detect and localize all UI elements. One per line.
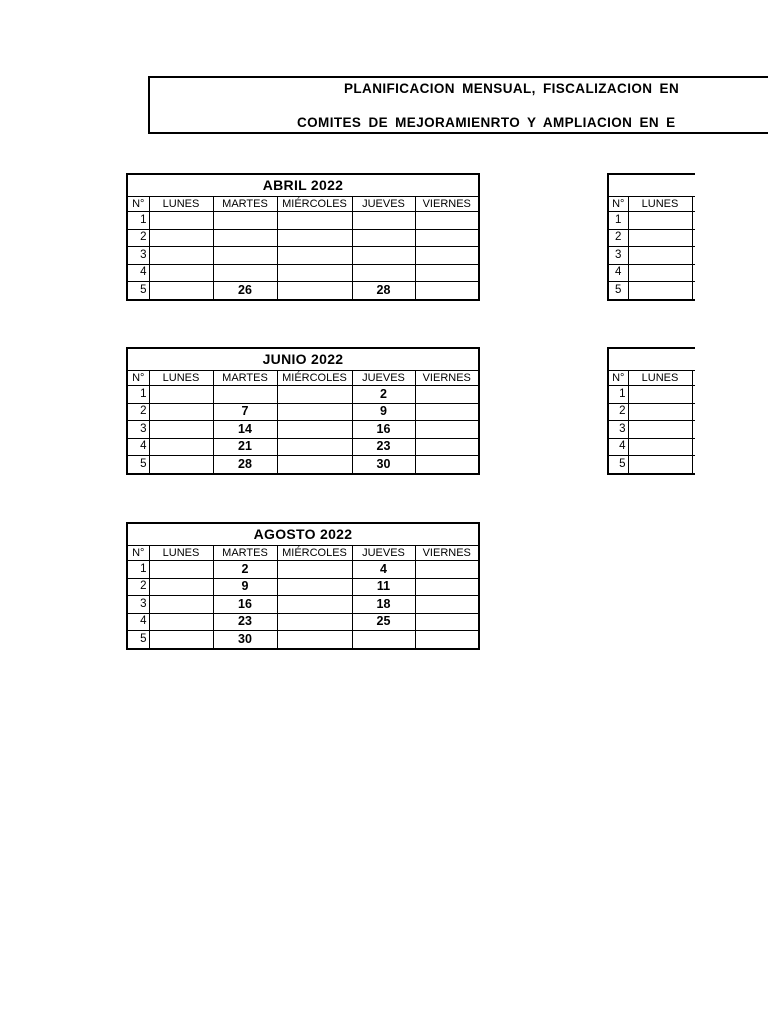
day-cell-martes: 26 bbox=[213, 282, 277, 300]
week-number: 3 bbox=[608, 421, 628, 439]
calendar-month-title: ABRIL 2022 bbox=[127, 174, 479, 197]
day-cell bbox=[692, 282, 695, 300]
week-row bbox=[608, 229, 695, 247]
week-number: 4 bbox=[127, 613, 149, 631]
week-number: 4 bbox=[608, 438, 628, 456]
day-cell-martes bbox=[213, 212, 277, 230]
header-number: N° bbox=[127, 371, 149, 386]
day-cell-miercoles bbox=[277, 264, 352, 282]
day-cell-lunes bbox=[149, 561, 213, 579]
week-row bbox=[127, 282, 479, 300]
week-number: 2 bbox=[127, 578, 149, 596]
calendar-partial-clip bbox=[607, 173, 695, 303]
week-row bbox=[608, 403, 695, 421]
day-cell-martes: 9 bbox=[213, 578, 277, 596]
day-cell-jueves bbox=[352, 229, 415, 247]
week-number: 1 bbox=[127, 212, 149, 230]
day-cell-lunes bbox=[149, 631, 213, 649]
calendar-month-title bbox=[608, 174, 695, 197]
week-row bbox=[127, 247, 479, 265]
day-cell-martes: 30 bbox=[213, 631, 277, 649]
header-miercoles: MIÉRCOLES bbox=[277, 371, 352, 386]
header-jueves: JUEVES bbox=[352, 546, 415, 561]
week-number: 4 bbox=[127, 264, 149, 282]
day-cell-viernes bbox=[415, 456, 479, 474]
day-cell-lunes bbox=[628, 421, 692, 439]
day-cell bbox=[692, 438, 695, 456]
day-cell bbox=[692, 403, 695, 421]
week-number: 2 bbox=[127, 229, 149, 247]
day-cell-lunes bbox=[628, 456, 692, 474]
day-cell-lunes bbox=[628, 403, 692, 421]
day-cell-martes: 14 bbox=[213, 421, 277, 439]
day-cell-jueves: 11 bbox=[352, 578, 415, 596]
header-number: N° bbox=[608, 197, 628, 212]
header-lunes: LUNES bbox=[149, 371, 213, 386]
day-cell-lunes bbox=[149, 403, 213, 421]
day-cell-miercoles bbox=[277, 631, 352, 649]
week-row bbox=[127, 631, 479, 649]
day-cell-jueves: 18 bbox=[352, 596, 415, 614]
day-cell-viernes bbox=[415, 229, 479, 247]
week-row bbox=[127, 212, 479, 230]
day-cell-martes: 28 bbox=[213, 456, 277, 474]
header-martes: MARTES bbox=[213, 371, 277, 386]
header-number: N° bbox=[127, 546, 149, 561]
day-cell-viernes bbox=[415, 264, 479, 282]
calendar-day-header-row bbox=[608, 197, 695, 212]
day-cell-miercoles bbox=[277, 561, 352, 579]
day-cell-lunes bbox=[149, 578, 213, 596]
day-cell-jueves: 28 bbox=[352, 282, 415, 300]
header-jueves: JUEVES bbox=[352, 371, 415, 386]
week-row bbox=[127, 264, 479, 282]
week-number: 1 bbox=[127, 561, 149, 579]
day-cell-miercoles bbox=[277, 403, 352, 421]
week-number: 1 bbox=[127, 386, 149, 404]
day-cell-lunes bbox=[149, 212, 213, 230]
calendar-table-partial bbox=[607, 173, 695, 301]
day-cell-miercoles bbox=[277, 421, 352, 439]
week-number: 5 bbox=[608, 282, 628, 300]
header-cell bbox=[692, 371, 695, 386]
week-number: 5 bbox=[127, 631, 149, 649]
calendar-month-title: AGOSTO 2022 bbox=[127, 523, 479, 546]
day-cell-miercoles bbox=[277, 596, 352, 614]
day-cell-lunes bbox=[628, 386, 692, 404]
week-number: 3 bbox=[608, 247, 628, 265]
week-row bbox=[608, 247, 695, 265]
day-cell-miercoles bbox=[277, 282, 352, 300]
calendar-title-row bbox=[127, 523, 479, 546]
day-cell-lunes bbox=[149, 456, 213, 474]
day-cell-jueves: 9 bbox=[352, 403, 415, 421]
calendar-day-header-row bbox=[127, 197, 479, 212]
day-cell-martes: 2 bbox=[213, 561, 277, 579]
day-cell-lunes bbox=[149, 229, 213, 247]
day-cell-jueves: 4 bbox=[352, 561, 415, 579]
day-cell-martes: 21 bbox=[213, 438, 277, 456]
day-cell-viernes bbox=[415, 212, 479, 230]
week-row bbox=[127, 438, 479, 456]
day-cell-miercoles bbox=[277, 229, 352, 247]
header-title-line-2: COMITES DE MEJORAMIENRTO Y AMPLIACION EN E bbox=[297, 115, 676, 130]
day-cell-miercoles bbox=[277, 386, 352, 404]
week-number: 2 bbox=[127, 403, 149, 421]
day-cell-jueves bbox=[352, 212, 415, 230]
week-number: 2 bbox=[608, 229, 628, 247]
header-martes: MARTES bbox=[213, 197, 277, 212]
calendar-month-title: JUNIO 2022 bbox=[127, 348, 479, 371]
header-viernes: VIERNES bbox=[415, 371, 479, 386]
header-title-line-1: PLANIFICACION MENSUAL, FISCALIZACION EN bbox=[344, 81, 680, 96]
day-cell-lunes bbox=[149, 613, 213, 631]
day-cell-lunes bbox=[628, 282, 692, 300]
header-lunes: LUNES bbox=[628, 197, 692, 212]
day-cell-viernes bbox=[415, 247, 479, 265]
day-cell-miercoles bbox=[277, 438, 352, 456]
week-row bbox=[127, 403, 479, 421]
day-cell-jueves bbox=[352, 264, 415, 282]
document-header bbox=[148, 76, 768, 134]
day-cell-jueves: 23 bbox=[352, 438, 415, 456]
week-row bbox=[608, 212, 695, 230]
week-row bbox=[127, 596, 479, 614]
day-cell-martes: 16 bbox=[213, 596, 277, 614]
week-row bbox=[127, 421, 479, 439]
week-number: 3 bbox=[127, 247, 149, 265]
day-cell-viernes bbox=[415, 438, 479, 456]
day-cell bbox=[692, 264, 695, 282]
week-row bbox=[127, 561, 479, 579]
calendar-partial-clip bbox=[607, 347, 695, 477]
header-lunes: LUNES bbox=[628, 371, 692, 386]
header-cell bbox=[692, 197, 695, 212]
header-number: N° bbox=[127, 197, 149, 212]
day-cell-lunes bbox=[628, 229, 692, 247]
day-cell-jueves bbox=[352, 247, 415, 265]
header-number: N° bbox=[608, 371, 628, 386]
calendar-day-header-row bbox=[127, 371, 479, 386]
calendar-table bbox=[126, 522, 480, 650]
day-cell-martes bbox=[213, 247, 277, 265]
day-cell-miercoles bbox=[277, 456, 352, 474]
day-cell-lunes bbox=[149, 282, 213, 300]
day-cell bbox=[692, 386, 695, 404]
day-cell-lunes bbox=[149, 386, 213, 404]
header-martes: MARTES bbox=[213, 546, 277, 561]
day-cell-martes: 7 bbox=[213, 403, 277, 421]
day-cell-lunes bbox=[628, 212, 692, 230]
day-cell bbox=[692, 247, 695, 265]
week-row bbox=[127, 386, 479, 404]
week-row bbox=[608, 264, 695, 282]
week-number: 5 bbox=[608, 456, 628, 474]
week-number: 2 bbox=[608, 403, 628, 421]
week-number: 1 bbox=[608, 212, 628, 230]
day-cell-lunes bbox=[628, 438, 692, 456]
calendar-title-row bbox=[127, 348, 479, 371]
week-row bbox=[608, 421, 695, 439]
header-miercoles: MIÉRCOLES bbox=[277, 197, 352, 212]
header-viernes: VIERNES bbox=[415, 197, 479, 212]
day-cell-viernes bbox=[415, 386, 479, 404]
day-cell-viernes bbox=[415, 631, 479, 649]
day-cell-viernes bbox=[415, 613, 479, 631]
calendar-title-row bbox=[127, 174, 479, 197]
header-lunes: LUNES bbox=[149, 197, 213, 212]
day-cell-lunes bbox=[628, 247, 692, 265]
header-viernes: VIERNES bbox=[415, 546, 479, 561]
day-cell-viernes bbox=[415, 561, 479, 579]
header-miercoles: MIÉRCOLES bbox=[277, 546, 352, 561]
day-cell bbox=[692, 456, 695, 474]
day-cell-jueves: 25 bbox=[352, 613, 415, 631]
day-cell-jueves: 16 bbox=[352, 421, 415, 439]
week-row bbox=[608, 438, 695, 456]
day-cell-lunes bbox=[149, 596, 213, 614]
week-number: 4 bbox=[127, 438, 149, 456]
day-cell bbox=[692, 421, 695, 439]
calendar-table bbox=[126, 173, 480, 301]
week-row bbox=[127, 578, 479, 596]
day-cell-viernes bbox=[415, 403, 479, 421]
day-cell-martes bbox=[213, 264, 277, 282]
day-cell-miercoles bbox=[277, 578, 352, 596]
week-number: 5 bbox=[127, 282, 149, 300]
day-cell-miercoles bbox=[277, 247, 352, 265]
day-cell-viernes bbox=[415, 421, 479, 439]
calendar-title-row bbox=[608, 348, 695, 371]
day-cell-miercoles bbox=[277, 613, 352, 631]
day-cell-martes bbox=[213, 229, 277, 247]
day-cell-viernes bbox=[415, 282, 479, 300]
week-row bbox=[608, 456, 695, 474]
day-cell-viernes bbox=[415, 596, 479, 614]
header-lunes: LUNES bbox=[149, 546, 213, 561]
day-cell-martes bbox=[213, 386, 277, 404]
week-row bbox=[127, 613, 479, 631]
week-row bbox=[127, 229, 479, 247]
day-cell-jueves: 2 bbox=[352, 386, 415, 404]
day-cell-jueves bbox=[352, 631, 415, 649]
week-number: 5 bbox=[127, 456, 149, 474]
calendar-day-header-row bbox=[127, 546, 479, 561]
calendar-table bbox=[126, 347, 480, 475]
calendar-title-row bbox=[608, 174, 695, 197]
day-cell-lunes bbox=[149, 247, 213, 265]
day-cell-miercoles bbox=[277, 212, 352, 230]
week-number: 4 bbox=[608, 264, 628, 282]
day-cell-viernes bbox=[415, 578, 479, 596]
day-cell-lunes bbox=[628, 264, 692, 282]
header-jueves: JUEVES bbox=[352, 197, 415, 212]
day-cell-lunes bbox=[149, 264, 213, 282]
day-cell-lunes bbox=[149, 438, 213, 456]
day-cell-jueves: 30 bbox=[352, 456, 415, 474]
week-number: 3 bbox=[127, 421, 149, 439]
week-number: 3 bbox=[127, 596, 149, 614]
calendar-month-title bbox=[608, 348, 695, 371]
week-number: 1 bbox=[608, 386, 628, 404]
week-row bbox=[127, 456, 479, 474]
day-cell bbox=[692, 212, 695, 230]
day-cell-martes: 23 bbox=[213, 613, 277, 631]
calendar-table-partial bbox=[607, 347, 695, 475]
week-row bbox=[608, 282, 695, 300]
week-row bbox=[608, 386, 695, 404]
day-cell bbox=[692, 229, 695, 247]
calendar-day-header-row bbox=[608, 371, 695, 386]
day-cell-lunes bbox=[149, 421, 213, 439]
